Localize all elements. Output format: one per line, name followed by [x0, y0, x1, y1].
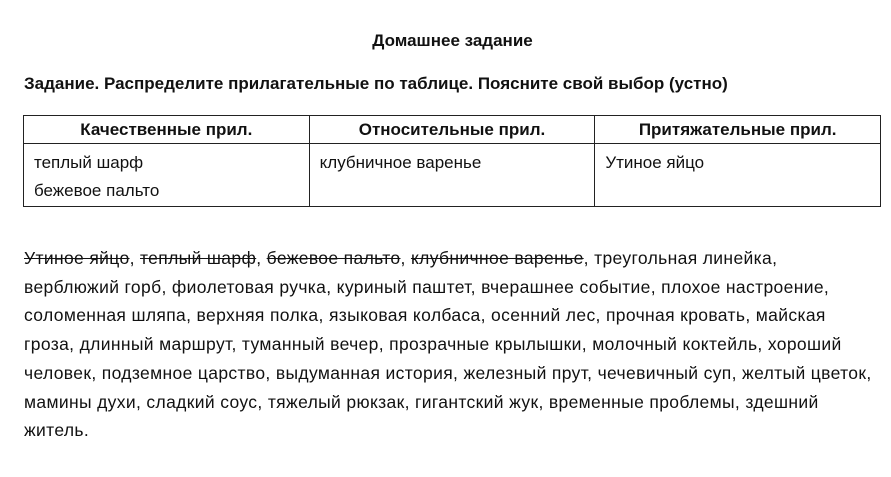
cell-item: теплый шарф — [34, 153, 144, 172]
struck-word: клубничное варенье — [410, 248, 584, 268]
header-relative: Относительные прил. — [309, 116, 595, 144]
struck-word: бежевое пальто — [266, 248, 401, 268]
header-qualitative: Качественные прил. — [24, 116, 310, 144]
struck-word: Утиное яйцо — [24, 248, 130, 268]
cell-item: Утиное яйцо — [605, 153, 705, 172]
cell-qualitative — [24, 144, 310, 207]
page-title: Домашнее задание — [372, 31, 533, 50]
struck-word: теплый шарф — [140, 248, 257, 268]
adjective-table — [23, 115, 881, 207]
header-possessive: Притяжательные прил. — [595, 116, 881, 144]
cell-item: бежевое пальто — [34, 181, 160, 200]
table-header-row — [24, 116, 881, 144]
remaining-words: треугольная линейка, верблюжий горб, фиолетовая ручка, куриный паштет, вчерашнее событие, плохое настроение, соломенная шляпа, верхняя полка, языковая колбаса, осенний лес, прочная кровать, майская гроза, длинный маршрут, туманный вечер, прозрачные крылышки, молочный коктейль, хороший человек, подземное царство, выдуманная история, железный прут, чечевичный суп, желтый цветок, мамины духи, сладкий соус, тяжелый рюкзак, гигантский жук, временные проблемы, здешний житель. — [24, 248, 872, 441]
cell-possessive — [595, 144, 881, 207]
task-instruction: Задание. Распределите прилагательные по таблице. Поясните свой выбор (устно) — [24, 74, 728, 93]
word-list: Утиное яйцо, теплый шарф, бежевое пальто, клубничное варенье, треугольная линейка, верблюжий горб, фиолетовая ручка, куриный паштет, вчерашнее событие, плохое настроение, соломенная шляпа, верхняя полка, языковая колбаса, осенний лес, прочная кровать, майская гроза, длинный маршрут, туманный вечер, прозрачные крылышки, молочный коктейль, хороший человек, подземное царство, выдуманная история, железный прут, чечевичный суп, желтый цветок, мамины духи, сладкий соус, тяжелый рюкзак, гигантский жук, временные проблемы, здешний житель. — [24, 248, 872, 441]
cell-relative — [309, 144, 595, 207]
table-row — [24, 144, 881, 207]
cell-item: клубничное варенье — [319, 153, 482, 172]
